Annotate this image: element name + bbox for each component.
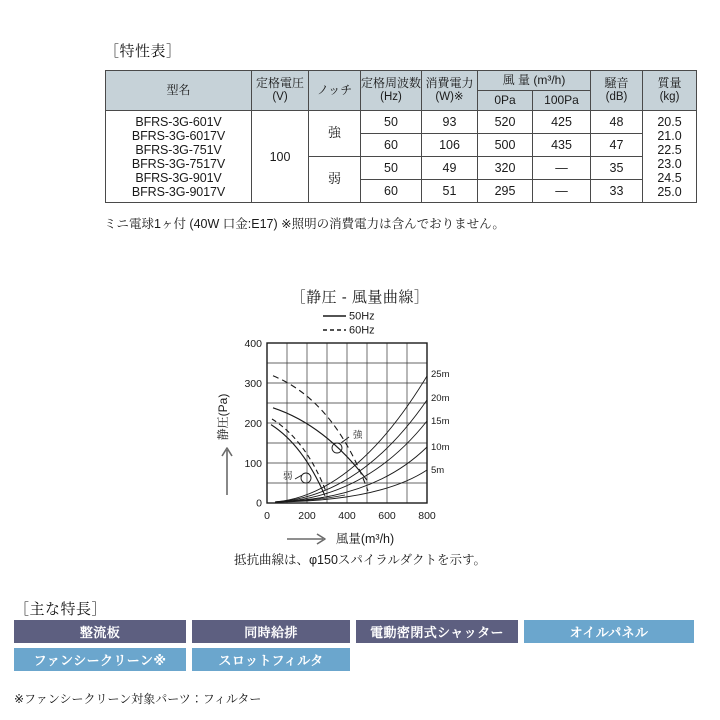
feature-tag-rows [14,620,694,676]
label-strong: 強 [353,430,363,441]
y-axis-arrow [222,448,232,495]
chart-caption: 抵抗曲線は、φ150スパイラルダクトを示す。 [233,553,487,567]
header-power-line1: 消費電力 [425,76,474,91]
resistance-curve-5m [275,470,427,502]
cell-frequency: 60 [361,180,422,203]
cell-voltage: 100 [252,111,309,203]
cell-noise: 33 [591,180,643,203]
curve-weak-50hz [271,425,325,496]
x-axis-label: 風量(m³/h) [335,532,395,546]
feature-tag-row [14,648,694,671]
feature-section-heading: ［主な特長］ [14,601,108,618]
header-voltage [252,71,309,111]
y-tick-400: 400 [244,338,262,350]
duct-label-25m: 25m [431,369,450,380]
model-name: BFRS-3G-6017V [131,128,226,143]
header-airflow-100pa: 100Pa [533,91,591,111]
header-weight [643,71,697,111]
x-tick-800: 800 [418,510,436,522]
static-pressure-airflow-chart [205,305,515,555]
header-airflow: 風 量 (m³/h) [478,71,591,91]
header-model: 型名 [106,71,252,111]
cell-frequency: 50 [361,157,422,180]
weight-value: 21.0 [657,128,682,143]
model-name: BFRS-3G-9017V [131,184,226,199]
cell-airflow-0pa: 295 [478,180,533,203]
header-power-line2: (W)※ [435,90,464,103]
cell-notch-strong: 強 [309,111,361,157]
cell-frequency: 50 [361,111,422,134]
chart-svg [205,305,515,550]
header-noise-line2: (dB) [605,90,628,103]
y-tick-100: 100 [244,458,262,470]
chart-legend [323,311,375,337]
header-frequency-line2: (Hz) [380,90,402,103]
feature-tag-oil-panel[interactable]: オイルパネル [524,620,694,643]
resistance-curve-10m [275,447,427,502]
duct-label-5m: 5m [431,465,445,476]
x-tick-200: 200 [298,510,316,522]
spec-table-footnote: ミニ電球1ヶ付 (40W 口金:E17) ※照明の消費電力は含んでおりません。 [104,217,505,231]
table-row [106,111,697,134]
header-voltage-line2: (V) [272,90,288,103]
header-noise [591,71,643,111]
header-weight-line2: (kg) [659,90,680,103]
feature-section-footnote: ※ファンシークリーン対象パーツ：フィルター [14,692,262,706]
x-axis-arrow [287,534,325,544]
cell-airflow-100pa: — [533,157,591,180]
duct-label-20m: 20m [431,393,450,404]
model-name: BFRS-3G-7517V [131,156,226,171]
weight-value: 25.0 [657,184,682,199]
legend-label-60hz: 60Hz [349,324,375,337]
duct-label-15m: 15m [431,416,450,427]
header-voltage-line1: 定格電圧 [255,76,304,91]
model-name: BFRS-3G-901V [135,170,222,185]
cell-power: 51 [422,180,478,203]
feature-tag-fancy-clean[interactable]: ファンシークリーン※ [14,648,186,671]
y-tick-0: 0 [256,497,262,510]
weight-value: 22.5 [657,142,682,157]
feature-tag-rectifier-plate[interactable]: 整流板 [14,620,186,643]
x-tick-0: 0 [264,510,270,522]
chart-title: ［静圧 - 風量曲線］ [290,289,430,306]
header-frequency [361,71,422,111]
feature-tag-row [14,620,694,643]
weight-value: 24.5 [657,170,682,185]
cell-airflow-0pa: 320 [478,157,533,180]
feature-tag-simultaneous-supply-exhaust[interactable]: 同時給排 [192,620,350,643]
cell-notch-weak: 弱 [309,157,361,203]
header-airflow-0pa: 0Pa [478,91,533,111]
cell-noise: 47 [591,134,643,157]
duct-label-10m: 10m [431,442,450,453]
header-weight-line1: 質量 [657,76,682,91]
header-frequency-line1: 定格周波数 [361,76,422,91]
weight-value: 23.0 [657,156,682,171]
cell-model-list [106,111,252,203]
cell-power: 93 [422,111,478,134]
header-notch: ノッチ [309,71,361,111]
resistance-curve-20m [275,400,427,502]
y-axis-label: 静圧(Pa) [216,393,230,441]
feature-tag-slot-filter[interactable]: スロットフィルタ [192,648,350,671]
feature-tag-electric-shutter[interactable]: 電動密閉式シャッター [356,620,518,643]
cell-airflow-0pa: 500 [478,134,533,157]
cell-airflow-100pa: 425 [533,111,591,134]
cell-airflow-100pa: 435 [533,134,591,157]
header-noise-line1: 騒音 [604,76,629,91]
cell-noise: 48 [591,111,643,134]
cell-power: 106 [422,134,478,157]
model-name: BFRS-3G-601V [135,114,222,129]
cell-frequency: 60 [361,134,422,157]
y-tick-200: 200 [244,418,262,430]
cell-airflow-100pa: — [533,180,591,203]
spec-table-heading: ［特性表］ [104,43,182,60]
cell-airflow-0pa: 520 [478,111,533,134]
x-tick-400: 400 [338,510,356,522]
header-power [422,71,478,111]
legend-label-50hz: 50Hz [349,310,375,323]
table-header-row-1 [106,71,697,91]
x-tick-600: 600 [378,510,396,522]
spec-table [105,70,697,203]
weight-value: 20.5 [657,114,682,129]
operating-point-weak [295,473,311,483]
model-name: BFRS-3G-751V [135,142,222,157]
cell-power: 49 [422,157,478,180]
cell-noise: 35 [591,157,643,180]
spec-table-container [105,70,697,203]
y-tick-300: 300 [244,378,262,390]
cell-weight-list [643,111,697,203]
label-weak: 弱 [283,471,293,482]
